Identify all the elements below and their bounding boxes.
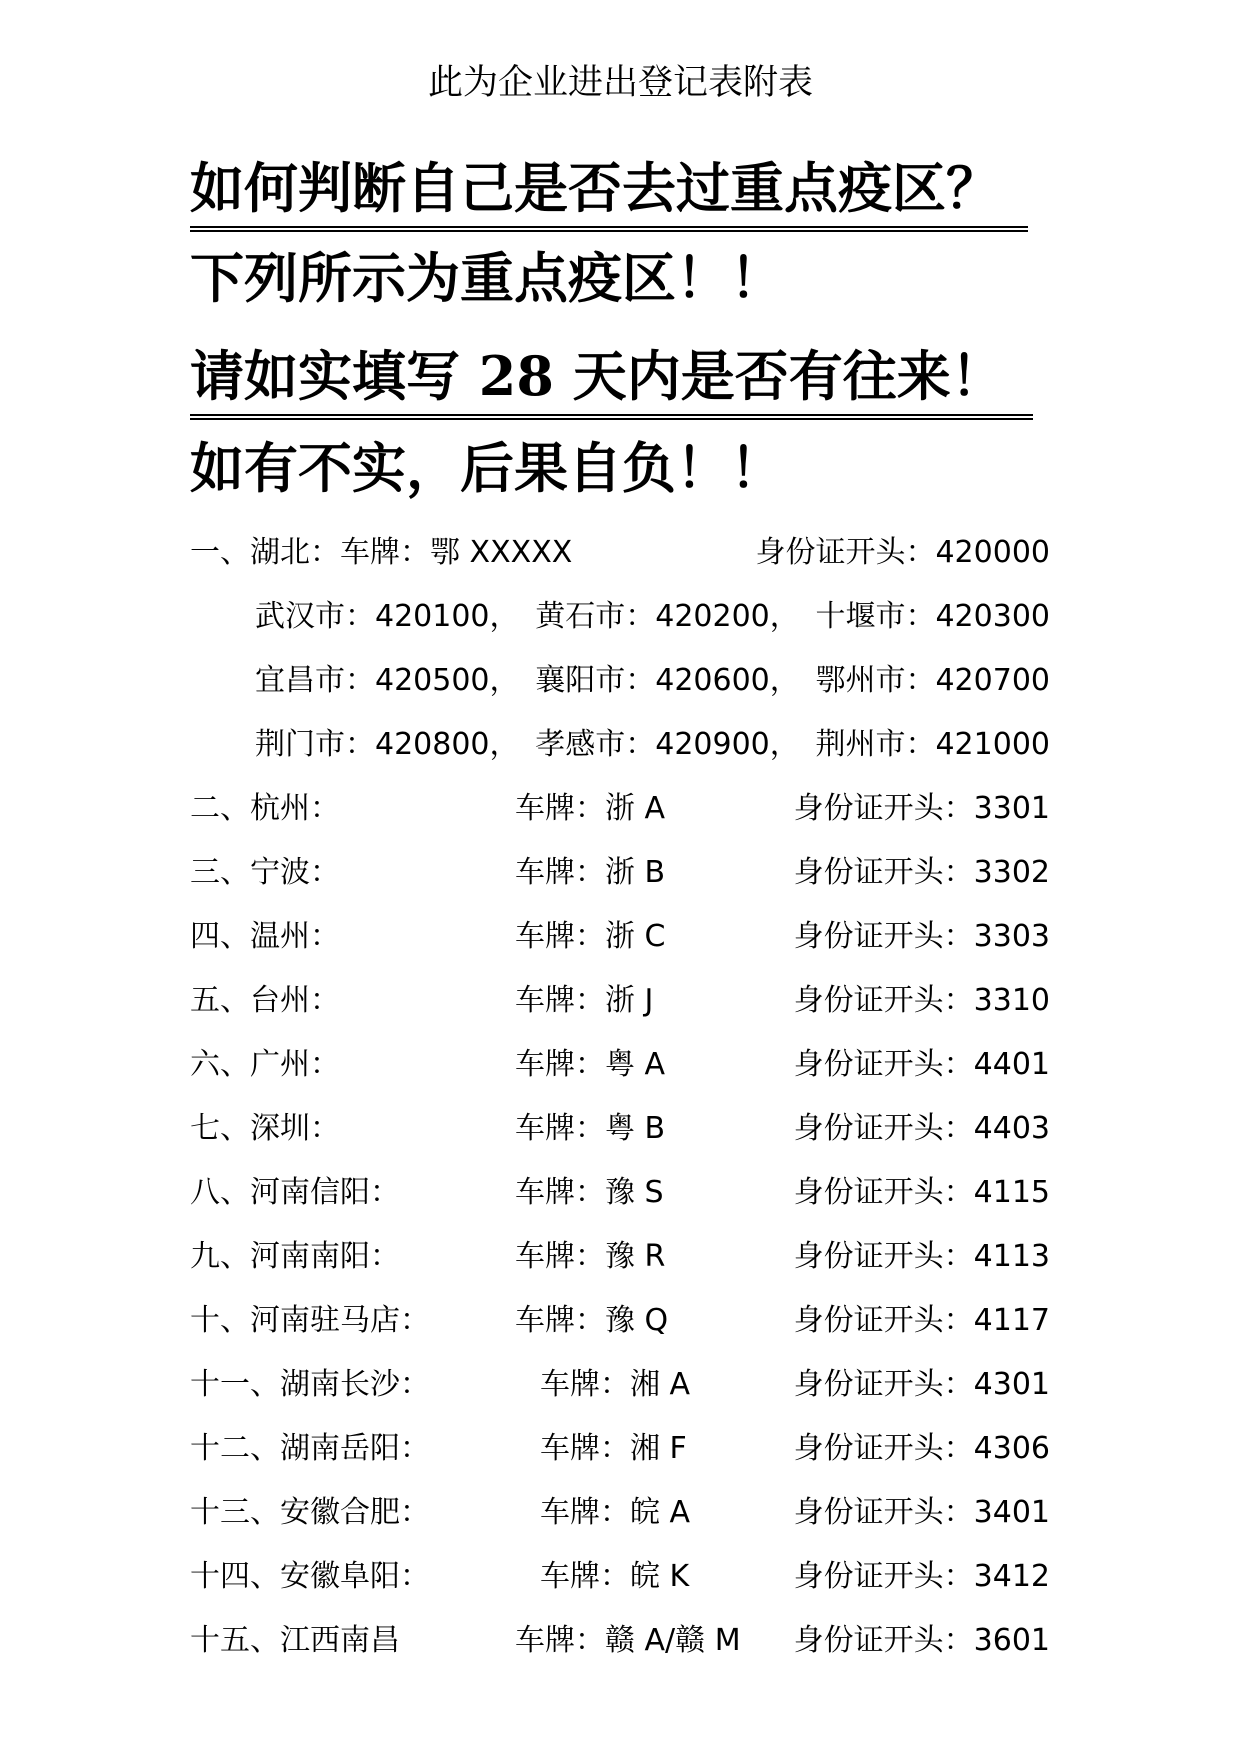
region-row	[190, 1552, 1050, 1602]
region-name: 三、宁波：	[190, 855, 340, 890]
region-row	[190, 784, 1050, 834]
region-row	[190, 1104, 1050, 1154]
region-row-hubei	[190, 528, 1050, 578]
region-id-prefix: 身份证开头：3302	[793, 855, 1050, 890]
region-id-prefix: 身份证开头：3301	[793, 791, 1050, 826]
region-name: 十一、湖南长沙：	[190, 1367, 430, 1402]
region-row	[190, 1488, 1050, 1538]
city-code: 鄂州市：420700	[815, 663, 1050, 698]
headline-consequences: 如有不实，后果自负！！	[190, 436, 784, 500]
region-plate: 车牌：浙 C	[515, 919, 666, 954]
city-code: 宜昌市：420500，	[255, 663, 520, 698]
region-plate: 车牌：湘 F	[540, 1431, 687, 1466]
region-row	[190, 1040, 1050, 1090]
region-plate: 车牌：豫 R	[515, 1239, 666, 1274]
region-id-prefix: 身份证开头：4113	[793, 1239, 1050, 1274]
region-id-prefix: 身份证开头：4115	[793, 1175, 1050, 1210]
city-code: 黄石市：420200，	[535, 599, 800, 634]
region-name: 九、河南南阳：	[190, 1239, 400, 1274]
region-row	[190, 1616, 1050, 1666]
region-plate: 车牌：豫 S	[515, 1175, 664, 1210]
region-plate: 车牌：豫 Q	[515, 1303, 669, 1338]
city-code: 襄阳市：420600，	[535, 663, 800, 698]
city-code: 荆门市：420800，	[255, 727, 520, 762]
city-code: 十堰市：420300	[815, 599, 1050, 634]
region-name: 五、台州：	[190, 983, 340, 1018]
region-id-prefix: 身份证开头：4117	[793, 1303, 1050, 1338]
region-name: 二、杭州：	[190, 791, 340, 826]
region-id-prefix: 身份证开头：3303	[793, 919, 1050, 954]
region-plate: 车牌：浙 B	[515, 855, 666, 890]
region-id-prefix: 身份证开头：3310	[793, 983, 1050, 1018]
region-row	[190, 1424, 1050, 1474]
region-id-prefix: 身份证开头：3401	[793, 1495, 1050, 1530]
hubei-city-row	[255, 656, 1050, 706]
region-id-prefix: 身份证开头：4401	[793, 1047, 1050, 1082]
region-plate: 车牌：湘 A	[540, 1367, 691, 1402]
region-name: 十五、江西南昌	[190, 1623, 400, 1658]
city-code: 荆州市：421000	[815, 727, 1050, 762]
city-code: 孝感市：420900，	[535, 727, 800, 762]
region-plate: 车牌：皖 K	[540, 1559, 690, 1594]
headline-fill-truthfully: 请如实填写 28 天内是否有往来！	[190, 338, 1033, 420]
region-id-prefix: 身份证开头：4403	[793, 1111, 1050, 1146]
region-plate: 车牌：赣 A/赣 M	[515, 1623, 741, 1658]
region-plate: 车牌：粤 A	[515, 1047, 666, 1082]
region-id-prefix: 身份证开头：3412	[793, 1559, 1050, 1594]
region-row	[190, 1232, 1050, 1282]
region-name: 一、湖北：车牌：鄂 XXXXX	[190, 535, 573, 570]
hubei-city-row	[255, 592, 1050, 642]
region-id-prefix: 身份证开头：4306	[793, 1431, 1050, 1466]
region-plate: 车牌：皖 A	[540, 1495, 691, 1530]
region-row	[190, 1168, 1050, 1218]
region-plate: 车牌：浙 A	[515, 791, 666, 826]
document-subtitle: 此为企业进出登记表附表	[427, 63, 813, 103]
region-plate: 车牌：粤 B	[515, 1111, 666, 1146]
headline-how-to-judge: 如何判断自己是否去过重点疫区？	[190, 150, 1028, 232]
region-name: 十、河南驻马店：	[190, 1303, 430, 1338]
region-id-prefix: 身份证开头：4301	[793, 1367, 1050, 1402]
region-row	[190, 976, 1050, 1026]
region-name: 六、广州：	[190, 1047, 340, 1082]
headline-key-areas: 下列所示为重点疫区！！	[190, 246, 784, 310]
region-name: 十二、湖南岳阳：	[190, 1431, 430, 1466]
region-name: 十三、安徽合肥：	[190, 1495, 430, 1530]
region-name: 十四、安徽阜阳：	[190, 1559, 430, 1594]
region-id-prefix: 身份证开头：420000	[755, 535, 1050, 570]
region-plate: 车牌：浙 J	[515, 983, 654, 1018]
region-row	[190, 1296, 1050, 1346]
city-code: 武汉市：420100，	[255, 599, 520, 634]
region-row	[190, 912, 1050, 962]
region-name: 七、深圳：	[190, 1111, 340, 1146]
region-row	[190, 1360, 1050, 1410]
region-id-prefix: 身份证开头：3601	[793, 1623, 1050, 1658]
region-name: 四、温州：	[190, 919, 340, 954]
hubei-city-row	[255, 720, 1050, 770]
region-row	[190, 848, 1050, 898]
region-name: 八、河南信阳：	[190, 1175, 400, 1210]
